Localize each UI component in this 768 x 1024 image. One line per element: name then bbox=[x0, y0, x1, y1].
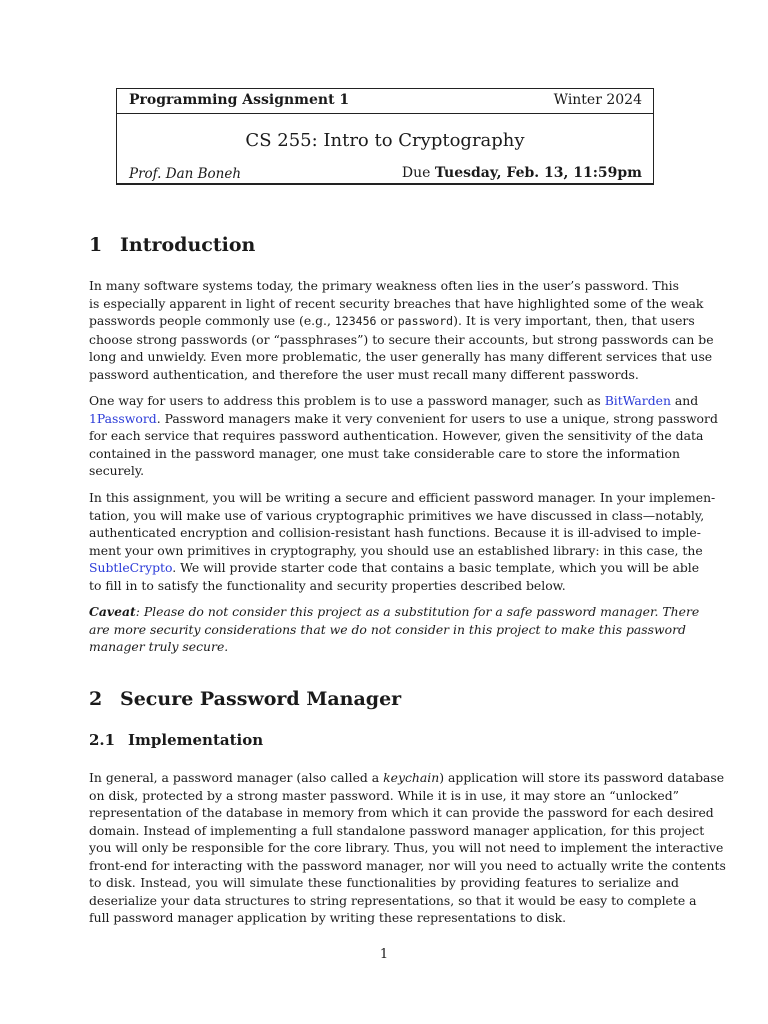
page-number: 1 bbox=[379, 947, 389, 962]
paragraph-intro-1: In many software systems today, the primary weakness often lies in the user’s password. This is especially apparent in light of recent security breaches that have highlighted some of the weak passwords people commonly use (e.g., 123456 or password). It is very important, then, that users choose strong passwords (or “passphrases”) to secure their accounts, but strong passwords can be long and unwieldy. Even more problematic, the user generally has many different services that use password authentication, and therefore the user must recall many different passwords. bbox=[89, 278, 714, 382]
due-date: Due Tuesday, Feb. 13, 11:59pm bbox=[401, 165, 642, 181]
assignment-label: Programming Assignment 1 bbox=[129, 92, 350, 108]
term-label: Winter 2024 bbox=[553, 92, 642, 108]
section-heading-password-manager: 2 Secure Password Manager bbox=[89, 688, 402, 710]
caveat-note: Caveat: Please do not consider this project as a substitution for a safe password manager. There are more security considerations that we do not consider in this project to make this password manager truly secure. bbox=[89, 604, 700, 654]
subtlecrypto-link[interactable]: SubtleCrypto bbox=[89, 560, 173, 575]
course-title: CS 255: Intro to Cryptography bbox=[245, 130, 525, 151]
section-heading-introduction: 1 Introduction bbox=[89, 234, 256, 256]
professor-name: Prof. Dan Boneh bbox=[129, 166, 242, 182]
header-divider bbox=[116, 113, 654, 114]
paragraph-intro-2: One way for users to address this problem is to use a password manager, such as BitWarden and 1Password. Password managers make it very convenient for users to use a unique, strong password for each service that requires password authentication. However, given the sensitivity of the data contained in the password manager, one must take considerable care to store the information securely. bbox=[89, 393, 718, 478]
paragraph-implementation: In general, a password manager (also called a keychain) application will store its password database on disk, protected by a strong master password. While it is in use, it may store an “unlocked” representation of the database in memory from which it can provide the password for each desired domain. Instead of implementing a full standalone password manager application, for this project you will only be responsible for the core library. Thus, you will not need to implement the interactive front-end for interacting with the password manager, nor will you need to actually write the contents to disk. Instead, you will simulate these functionalities by providing features to serialize and deserialize your data structures to string representations, so that it would be easy to complete a full password manager application by writing these representations to disk. bbox=[89, 770, 726, 925]
subsection-heading-implementation: 2.1 Implementation bbox=[89, 731, 264, 749]
paragraph-intro-3: In this assignment, you will be writing a secure and efficient password manager. In your implemen- tation, you will make use of various cryptographic primitives we have discussed in class—notably, authenticated encryption and collision-resistant hash functions. Because it is ill-advised to imple- ment your own primitives in cryptography, you should use an established library: in this case, the SubtleCrypto. We will provide starter code that contains a basic template, which you will be able to fill in to satisfy the functionality and security properties described below. bbox=[89, 490, 716, 593]
bitwarden-link[interactable]: BitWarden bbox=[604, 393, 671, 408]
1password-link[interactable]: 1Password bbox=[89, 410, 157, 426]
